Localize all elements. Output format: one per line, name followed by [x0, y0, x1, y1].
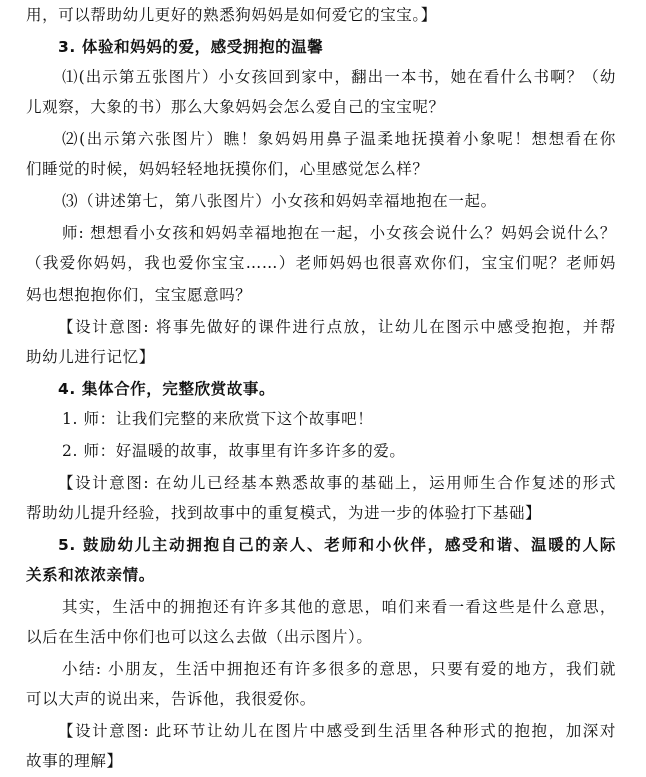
section-heading-5-cont: 关系和浓浓亲情。	[26, 566, 155, 584]
paragraph-line: ⑶（讲述第七，第八张图片）小女孩和妈妈幸福地抱在一起。	[62, 192, 497, 210]
paragraph-line: 其实，生活中的拥抱还有许多其他的意思，咱们来看一看这些是什么意思，	[62, 598, 616, 616]
section-heading-5: 5. 鼓励幼儿主动拥抱自己的亲人、老师和小伙伴，感受和谐、温暖的人际	[58, 536, 616, 554]
paragraph-line: 以后在生活中你们也可以这么去做（出示图片）。	[26, 628, 373, 646]
paragraph-line: （我爱你妈妈，我也爱你宝宝……）老师妈妈也很喜欢你们，宝宝们呢？老师妈	[26, 254, 616, 272]
paragraph-line: ⑵(出示第六张图片）瞧！象妈妈用鼻子温柔地抚摸着小象呢！想想看在你	[62, 130, 616, 148]
section-heading-3: 3. 体验和妈妈的爱，感受拥抱的温馨	[58, 38, 324, 56]
paragraph-line: ⑴(出示第五张图片）小女孩回到家中，翻出一本书，她在看什么书啊？（幼	[62, 68, 616, 86]
paragraph-line: 2. 师：好温暖的故事，故事里有许多许多的爱。	[62, 442, 406, 460]
design-note-line: 故事的理解】	[26, 752, 123, 770]
paragraph-line: 们睡觉的时候，妈妈轻轻地抚摸你们，心里感觉怎么样？	[26, 160, 429, 178]
paragraph-line: 用，可以帮助幼儿更好的熟悉狗妈妈是如何爱它的宝宝。】	[26, 6, 437, 24]
design-note-line: 助幼儿进行记忆】	[26, 348, 155, 366]
summary-line: 小结: 小朋友，生活中拥抱还有许多很多的意思，只要有爱的地方，我们就	[62, 660, 616, 678]
design-note-line: 帮助幼儿提升经验，找到故事中的重复模式，为进一步的体验打下基础】	[26, 504, 542, 522]
design-note-line: 【设计意图: 将事先做好的课件进行点放，让幼儿在图示中感受抱抱，并帮	[58, 318, 616, 336]
paragraph-line: 1. 师：让我们完整的来欣赏下这个故事吧！	[62, 410, 374, 428]
section-heading-4: 4. 集体合作，完整欣赏故事。	[58, 380, 276, 398]
paragraph-line: 师: 想想看小女孩和妈妈幸福地抱在一起，小女孩会说什么？妈妈会说什么？	[62, 224, 616, 242]
paragraph-line: 儿观察，大象的书）那么大象妈妈会怎么爱自己的宝宝呢？	[26, 98, 445, 116]
design-note-line: 【设计意图: 在幼儿已经基本熟悉故事的基础上，运用师生合作复述的形式	[58, 474, 616, 492]
summary-line: 可以大声的说出来，告诉他，我很爱你。	[26, 690, 316, 708]
paragraph-line: 妈也想抱抱你们，宝宝愿意吗？	[26, 286, 252, 304]
design-note-line: 【设计意图: 此环节让幼儿在图片中感受到生活里各种形式的抱抱，加深对	[58, 722, 616, 740]
